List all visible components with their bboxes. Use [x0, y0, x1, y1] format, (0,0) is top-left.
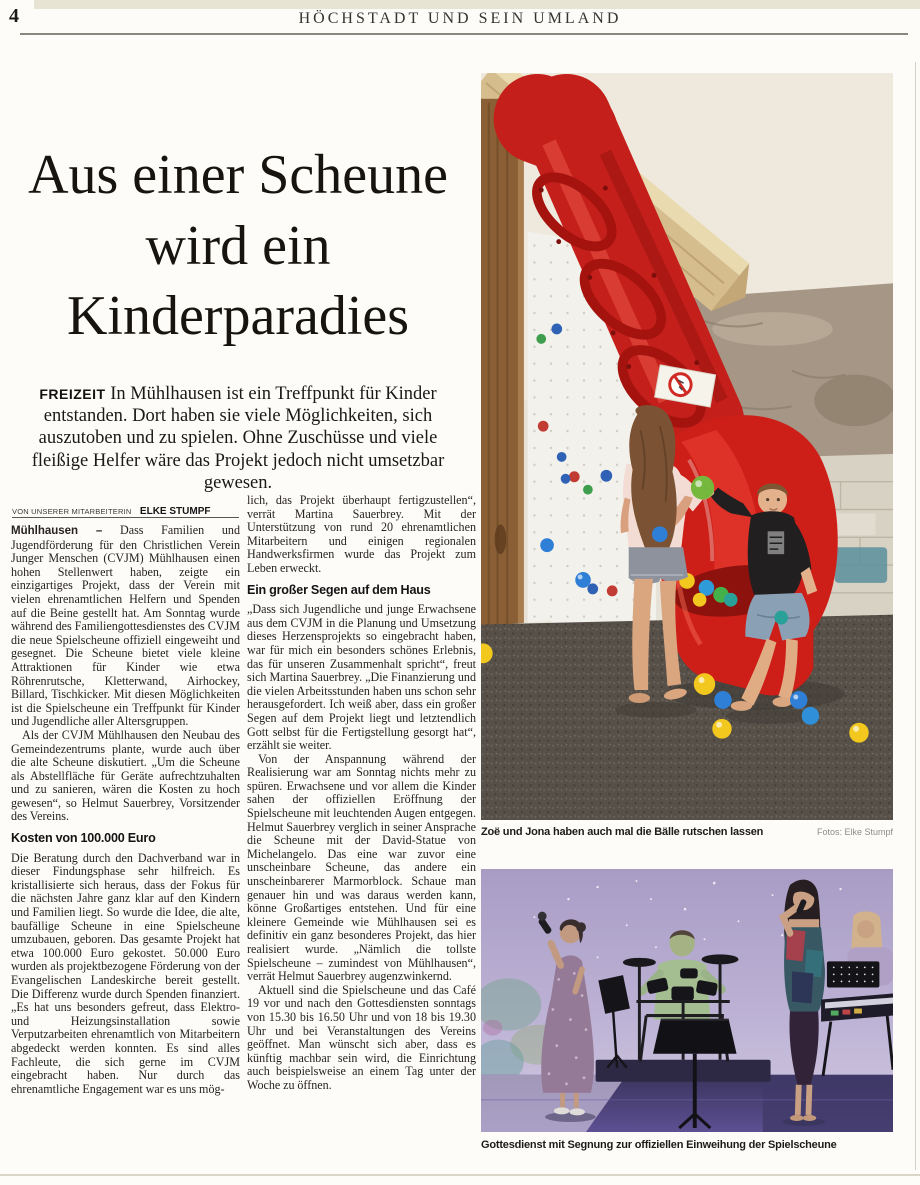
page-number: 4 — [9, 5, 19, 27]
paragraph: Aktuell sind die Spielscheune und das Café 19 vor und nach den Gottesdiensten sonntags von 15.30 bis 16.50 Uhr und von 18 bis 19.30 Uhr und bei Veranstaltungen des Vereins geöffnet. Man wünscht sich aber, dass es künftig machbar sein wird, die Einrichtung auch beispielsweise an einem Tag unter der Woche zu öffnen. — [247, 982, 476, 1092]
photo1-caption: Zoë und Jona haben auch mal die Bälle rutschen lassen — [481, 826, 764, 838]
paragraph: lich, das Projekt überhaupt fertigzustellen“, verrät Martina Sauerbrey. Mit der Unterstützung von rund 20 ehrenamtlichen Mitarbeitern und einigen regionalen Handwerksfirmen wurde das Projekt zum Leben erweckt. — [247, 494, 476, 575]
photo1-caption-row — [481, 826, 893, 838]
photo2-caption: Gottesdienst mit Segnung zur offiziellen Einweihung der Spielscheune — [481, 1139, 837, 1151]
article-headline: Aus einer Scheune wird ein Kinderparadies — [28, 144, 448, 348]
paragraph: Die Beratung durch den Dachverband war in dieser Findungsphase sehr hilfreich. Es kristallisierte sich heraus, dass der Fokus für die nächsten Jahre ganz klar auf den Kindern und Familien liegt. So wurde die Idee, die alte, baufällige Scheune in eine Spielscheune umzubauen, geboren. Das gesamte Projekt hat etwa 100.000 Euro gekostet. 50.000 Euro wurden als projektbezogene Förderung von der Evangelischen Landeskirche bereit gestellt. Die Differenz wurde durch Spenden finanziert. „Es hat uns besonders gefreut, dass Elektro- und Heizungsinstallation sowie Verputzarbeiten ehrenamtlich von Mitarbeitern abgedeckt werden konnten. Es sind alles Fachleute, die sich gerne im CVJM eingebracht haben. Nur durch das ehrenamtliche Engagement war es uns mög- — [11, 850, 240, 1096]
paragraph: Als der CVJM Mühlhausen den Neubau des Gemeindezentrums plante, wurde auch über die alte Scheune diskutiert. „Um die Scheune als Abstellfläche für Geräte aufrechtzuhalten und zu sanieren, wären die Kosten zu hoch gewesen“, so Helmut Sauerbrey, Vorsitzender des Vereins. — [11, 727, 240, 824]
kicker-label: FREIZEIT — [39, 386, 106, 402]
subhead-kosten: Kosten von 100.000 Euro — [11, 831, 156, 846]
bottom-rule — [0, 1174, 920, 1176]
subhead-segen: Ein großer Segen auf dem Haus — [247, 582, 431, 597]
dateline: Mühlhausen – — [11, 525, 103, 537]
paragraph — [11, 524, 240, 729]
worship-band-photo — [481, 869, 893, 1132]
header-rule — [20, 33, 908, 35]
photo-credit: Fotos: Elke Stumpf — [816, 827, 893, 837]
photo2-caption-row — [481, 1139, 893, 1151]
paragraph: „Dass sich Jugendliche und junge Erwachsene aus dem CVJM in die Planung und Umsetzung dieses Herzensprojekts so eingebracht haben, war für mich ein besonders schönes Erlebnis, das für unseren Zusammenhalt spricht“, freut sich Martina Sauerbrey. „Die Finanzierung und die vielen Arbeitsstunden haben uns schon sehr herausgefordert. Ich weiß aber, dass ein großer Segen auf dem Projekt liegt und letztendlich Gott selbst für die Fertigstellung gesorgt hat“, erzählt sie weiter. — [247, 602, 476, 753]
teaser-text: In Mühlhausen ist ein Treffpunkt für Kinder entstanden. Dort haben sie viele Möglichkeiten, sich auszutoben und zu spielen. Ohne Zuschüsse und viele fleißige Helfer wäre das Projekt jedoch nicht umsetzbar gewesen. — [31, 384, 445, 493]
right-edge-rule — [915, 62, 916, 1170]
slide-room-scene — [481, 73, 893, 820]
body-column-1 — [11, 524, 240, 1168]
paragraph: Von der Anspannung während der Realisierung war am Sonntag nichts mehr zu spüren. Erwachsene und vor allem die Kinder sahen der offiziellen Eröffnung der Spielscheune mit leuchtenden Augen entgegen. Helmut Sauerbrey verglich in seiner Ansprache die Scheune mit der David-Statue von Michelangelo. Das eine war zuvor eine unscheinbare Scheune, das andere ein unscheinbarerer Marmorblock. Schaue man genauer hin und was daraus werden kann, könne Großartiges entstehen. Und für eine kleinere Gemeinde wie Mühlhausen sei es definitiv ein ganz besonderes Projekt, das hier realisiert wurde. „Nämlich die tollste Spielscheune – zumindest von Mühlhausen“, verrät Helmut Sauerbrey augenzwinkernd. — [247, 751, 476, 984]
slide-photo — [481, 73, 893, 820]
body-column-2 — [247, 494, 476, 1168]
paragraph-text: Dass Familien und Jugendförderung für den Christlichen Verein Junger Menschen (CVJM) Mühlhausen einen hohen Stellenwert haben, zeigte ein einzigartiges Projekt, dass der Verein mit vielen ehrenamtlichen Helfern und Spenden auf die Beine gestellt hat. Am Sonntag wurde während des Familiengottesdienstes des CVJM die neue Spielscheune offiziell eingeweiht und gesegnet. Die Scheune bietet viele kleine Attraktionen für Kinder wie etwa Röhrenrutsche, Kletterwand, Airhockey, Billard, Tischkicker. Mit diesen Möglichkeiten ist die Spielscheune ein Treffpunkt für Kinder und Jugendliche aller Altersgruppen. — [11, 524, 240, 729]
top-edge-strip — [34, 0, 920, 9]
article-teaser — [12, 383, 464, 494]
byline-author: ELKE STUMPF — [139, 506, 211, 517]
byline-prefix: VON UNSERER MITARBEITERIN — [12, 507, 132, 516]
section-title: HÖCHSTADT UND SEIN UMLAND — [298, 10, 622, 27]
byline-rule — [12, 517, 239, 518]
stage-scene — [481, 869, 893, 1132]
